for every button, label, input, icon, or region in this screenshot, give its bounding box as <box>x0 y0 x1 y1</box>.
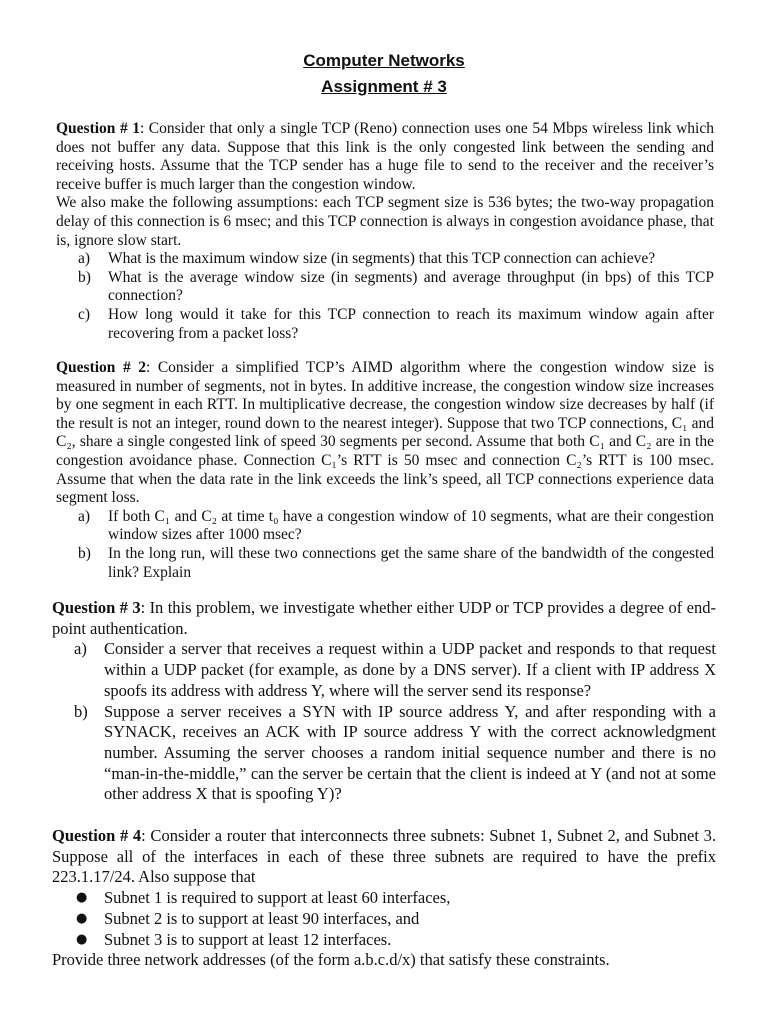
bullet-icon: ● <box>76 910 88 926</box>
question-4-intro: Question # 4: Consider a router that interconnects three subnets: Subnet 1, Subnet 2, and Subnet 3. Suppose all of the interfaces in each of these three subnets are required to have the prefix 223.1.17/24. Also suppose that <box>52 826 716 887</box>
question-3-part-a: a) Consider a server that receives a request within a UDP packet and responds to that request within a UDP packet (for example, as done by a DNS server). If a client with IP address X spoofs its address with address Y, where will the server send its response? <box>74 639 716 700</box>
question-3-intro: Question # 3: In this problem, we investigate whether either UDP or TCP provides a degree of end-point authentication. <box>52 598 716 638</box>
bullet-item: ● Subnet 3 is to support at least 12 interfaces. <box>76 929 392 949</box>
question-1-part-a: a) What is the maximum window size (in segments) that this TCP connection can achieve? <box>78 250 656 268</box>
question-2-parts <box>56 508 714 582</box>
question-3-label: Question # 3 <box>52 598 141 617</box>
question-4-label: Question # 4 <box>52 826 142 845</box>
bullet-item: ● Subnet 2 is to support at least 90 interfaces, and <box>76 908 420 928</box>
question-3 <box>52 598 716 805</box>
document-subtitle: Assignment # 3 <box>321 77 447 96</box>
question-4-bullets <box>52 888 716 950</box>
question-2-part-b: b) In the long run, will these two connections get the same share of the bandwidth of the congested link? Explain <box>78 544 714 581</box>
question-2-label: Question # 2 <box>56 359 146 376</box>
question-4-closing: Provide three network addresses (of the form a.b.c.d/x) that satisfy these constraints. <box>52 950 610 970</box>
question-1-label: Question # 1 <box>56 120 140 137</box>
question-3-part-b: b) Suppose a server receives a SYN with IP source address Y, and after responding with a SYNACK, receives an ACK with IP source address Y with the correct acknowledgment number. Assuming the server chooses a random initial sequence number and there is no “man-in-the-middle,” can the server be certain that the client is indeed at Y (and not at some other address X that is spoofing Y)? <box>74 701 716 804</box>
question-1-assumptions: We also make the following assumptions: each TCP segment size is 536 bytes; the two-way propagation delay of this connection is 6 msec; and this TCP connection is always in congestion avoidance phase, that is, ignore slow start. <box>56 194 714 249</box>
question-1-part-b: b) What is the average window size (in segments) and average throughput (in bps) of this TCP connection? <box>78 268 714 305</box>
question-2-intro: Question # 2: Consider a simplified TCP’s AIMD algorithm where the congestion window size is measured in number of segments, not in bytes. In additive increase, the congestion window size increases by one segment in each RTT. In multiplicative decrease, the congestion window size decreases by half (if the result is not an integer, round down to the nearest integer). Suppose that two TCP connections, C₁ and C₂, share a single congested link of speed 30 segments per second. Assume that both C₁ and C₂ are in the congestion avoidance phase. Connection C₁’s RTT is 50 msec and connection C₂’s RTT is 100 msec. Assume that when the data rate in the link exceeds the link’s speed, all TCP connections experience data segment loss. <box>56 359 714 507</box>
bullet-icon: ● <box>76 931 88 947</box>
document-title: Computer Networks <box>303 51 465 70</box>
question-1-intro: Question # 1: Consider that only a single TCP (Reno) connection uses one 54 Mbps wireless link which does not buffer any data. Suppose that this link is the only congested link between the sending and receiving hosts. Assume that the TCP sender has a huge file to send to the receiver and the receiver’s receive buffer is much larger than the congestion window. <box>56 120 714 193</box>
question-2 <box>56 359 714 582</box>
question-1-part-c: c) How long would it take for this TCP connection to reach its maximum window again after recovering from a packet loss? <box>78 305 714 342</box>
bullet-item: ● Subnet 1 is required to support at least 60 interfaces, <box>76 888 451 908</box>
question-3-parts <box>52 639 716 805</box>
bullet-icon: ● <box>76 890 88 906</box>
question-2-part-a: a) If both C₁ and C₂ at time t₀ have a congestion window of 10 segments, what are their congestion window sizes after 1000 msec? <box>78 507 714 544</box>
question-4 <box>52 826 716 971</box>
